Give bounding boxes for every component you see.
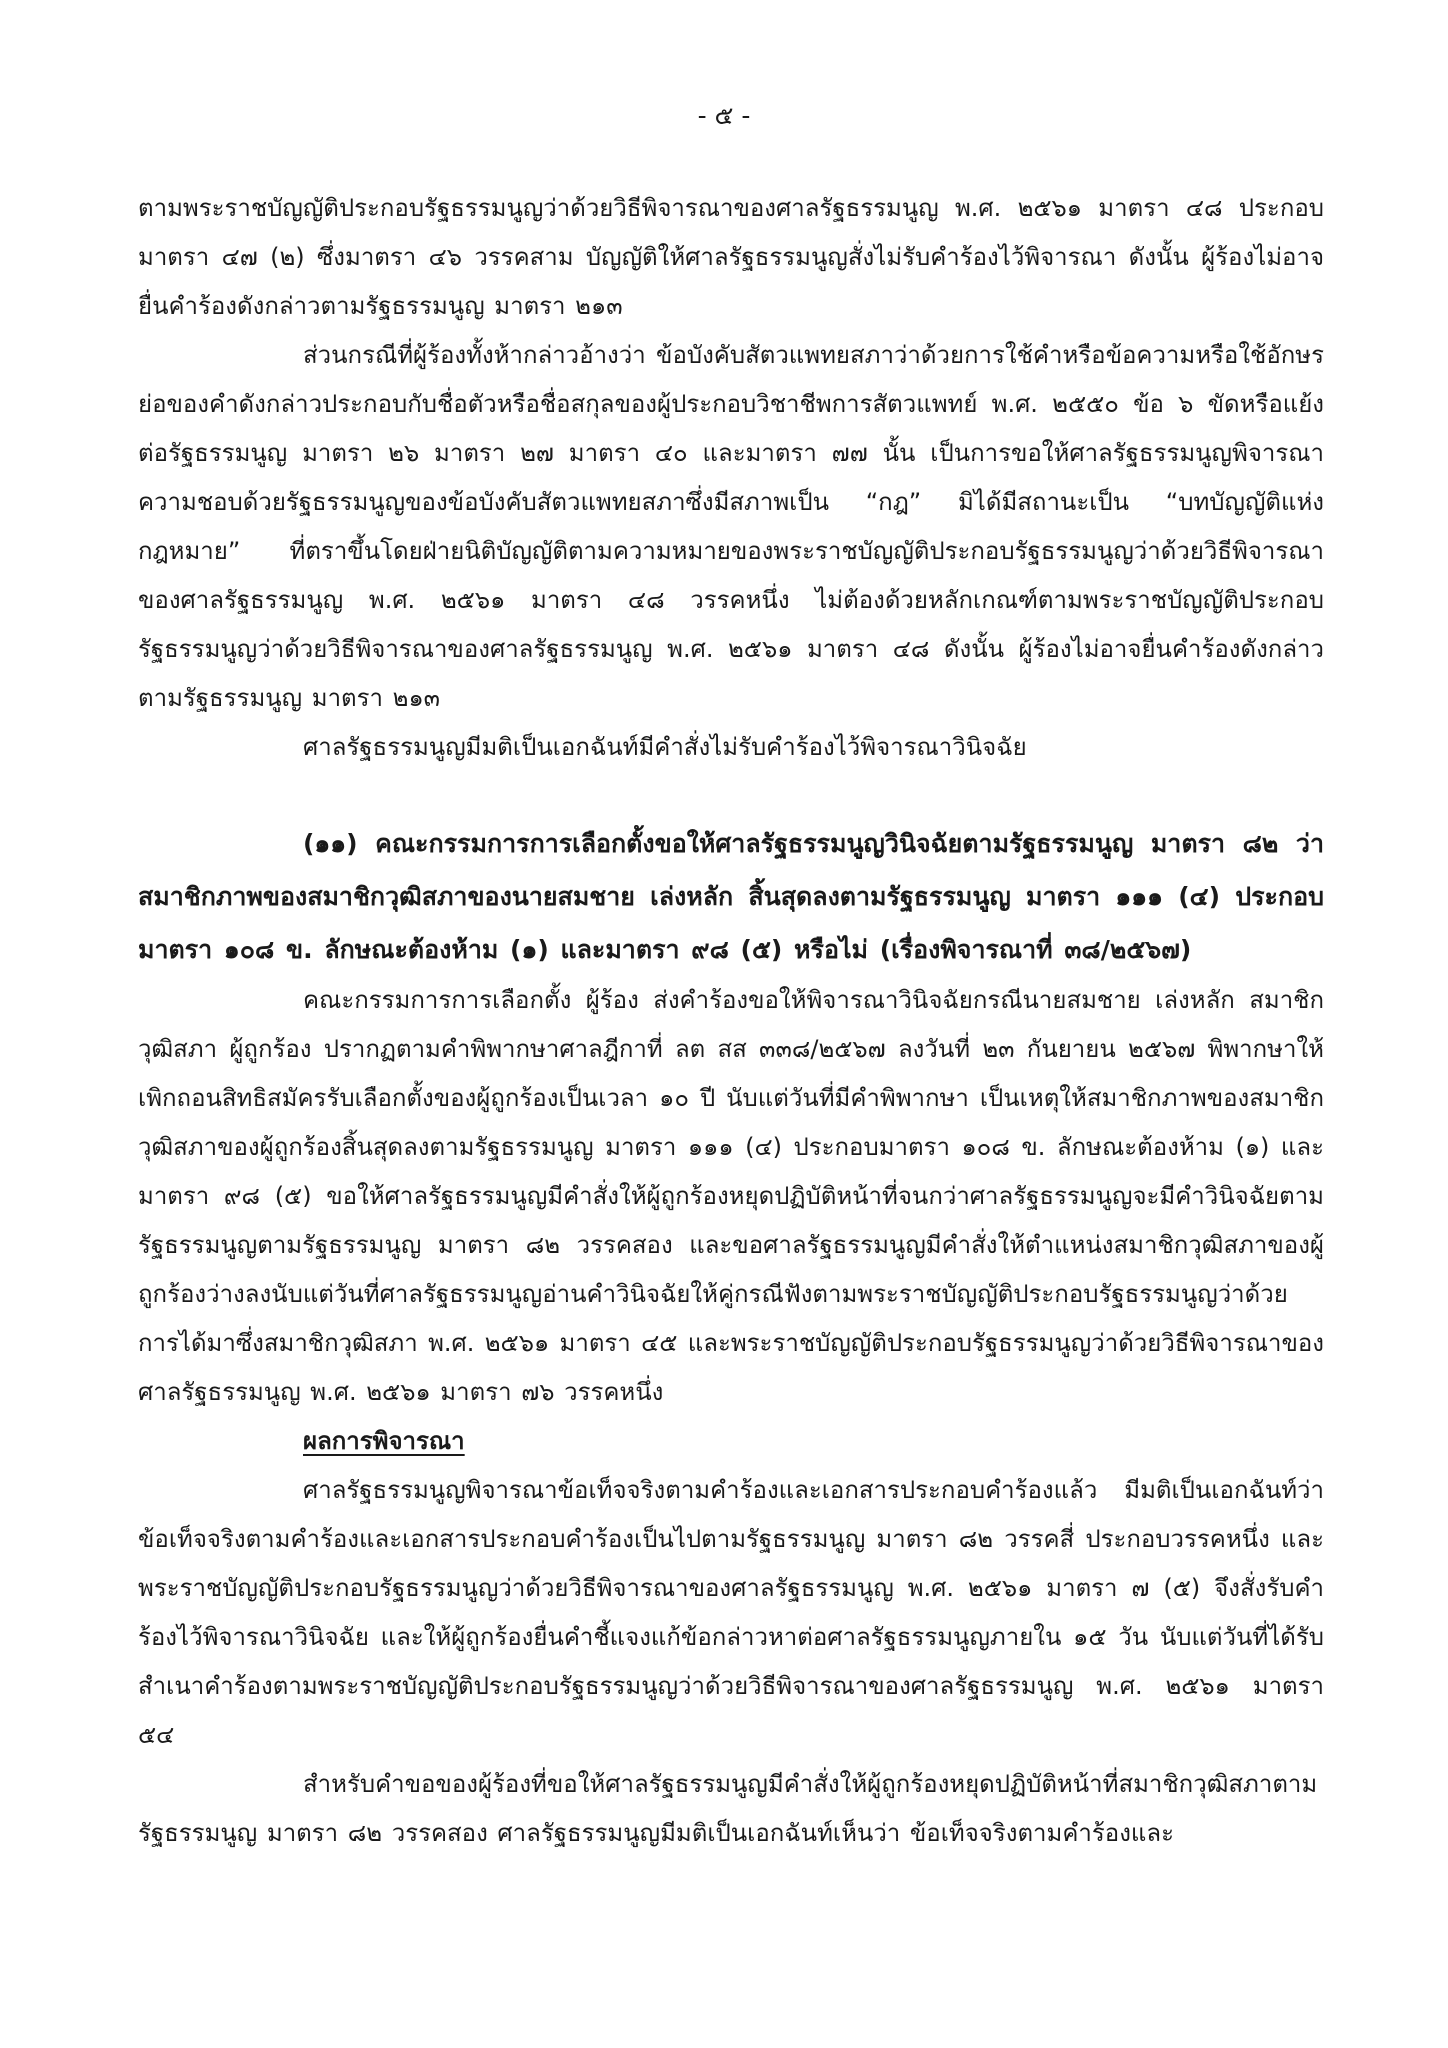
result-heading: ผลการพิจารณา xyxy=(303,1427,465,1455)
paragraph-suspension-request: สำหรับคำขอของผู้ร้องที่ขอให้ศาลรัฐธรรมนูญมีคำสั่งให้ผู้ถูกร้องหยุดปฏิบัติหน้าที่สมาชิกวุฒิสภาตามรัฐธรรมนูญ มาตรา ๘๒ วรรคสอง ศาลรัฐธรรมนูญมีมติเป็นเอกฉันท์เห็นว่า ข้อเท็จจริงตามคำร้องและ xyxy=(138,1770,1318,1847)
paragraph-continuation: ตามพระราชบัญญัติประกอบรัฐธรรมนูญว่าด้วยวิธีพิจารณาของศาลรัฐธรรมนูญ พ.ศ. ๒๕๖๑ มาตรา ๔๘ ประกอบมาตรา ๔๗ (๒) ซึ่งมาตรา ๔๖ วรรคสาม บัญญัติให้ศาลรัฐธรรมนูญสั่งไม่รับคำร้องไว้พิจารณา ดังนั้น ผู้ร้องไม่อาจยื่นคำร้องดังกล่าวตามรัฐธรรมนูญ มาตรา ๒๑๓ xyxy=(138,194,1324,320)
paragraph-result: ศาลรัฐธรรมนูญพิจารณาข้อเท็จจริงตามคำร้องและเอกสารประกอบคำร้องแล้ว มีมติเป็นเอกฉันท์ว่า ข้อเท็จจริงตามคำร้องและเอกสารประกอบคำร้องเป็นไปตามรัฐธรรมนูญ มาตรา ๘๒ วรรคสี่ ประกอบวรรคหนึ่ง และพระราชบัญญัติประกอบรัฐธรรมนูญว่าด้วยวิธีพิจารณาของศาลรัฐธรรมนูญ พ.ศ. ๒๕๖๑ มาตรา ๗ (๕) จึงสั่งรับคำร้องไว้พิจารณาวินิจฉัย และให้ผู้ถูกร้องยื่นคำชี้แจงแก้ข้อกล่าวหาต่อศาลรัฐธรรมนูญภายใน ๑๕ วัน นับแต่วันที่ได้รับสำเนาคำร้องตามพระราชบัญญัติประกอบรัฐธรรมนูญว่าด้วยวิธีพิจารณาของศาลรัฐธรรมนูญ พ.ศ. ๒๕๖๑ มาตรา ๕๔ xyxy=(138,1476,1324,1749)
page-number: - ๕ - xyxy=(697,101,751,130)
case-heading: (๑๑) คณะกรรมการการเลือกตั้งขอให้ศาลรัฐธรรมนูญวินิจฉัยตามรัฐธรรมนูญ มาตรา ๘๒ ว่าสมาชิกภาพของสมาชิกวุฒิสภาของนายสมชาย เล่งหลัก สิ้นสุดลงตามรัฐธรรมนูญ มาตรา ๑๑๑ (๔) ประกอบมาตรา ๑๐๘ ข. ลักษณะต้องห้าม (๑) และมาตรา ๙๘ (๕) หรือไม่ (เรื่องพิจารณาที่ ๓๘/๒๕๖๗) xyxy=(138,829,1324,964)
document-body xyxy=(138,184,1324,1858)
paragraph-regulation-claim: ส่วนกรณีที่ผู้ร้องทั้งห้ากล่าวอ้างว่า ข้อบังคับสัตวแพทยสภาว่าด้วยการใช้คำหรือข้อความหรือใช้อักษรย่อของคำดังกล่าวประกอบกับชื่อตัวหรือชื่อสกุลของผู้ประกอบวิชาชีพการสัตวแพทย์ พ.ศ. ๒๕๕๐ ข้อ ๖ ขัดหรือแย้งต่อรัฐธรรมนูญ มาตรา ๒๖ มาตรา ๒๗ มาตรา ๔๐ และมาตรา ๗๗ นั้น เป็นการขอให้ศาลรัฐธรรมนูญพิจารณาความชอบด้วยรัฐธรรมนูญของข้อบังคับสัตวแพทยสภาซึ่งมีสภาพเป็น “กฎ” มิได้มีสถานะเป็น “บทบัญญัติแห่งกฎหมาย” ที่ตราขึ้นโดยฝ่ายนิติบัญญัติตามความหมายของพระราชบัญญัติประกอบรัฐธรรมนูญว่าด้วยวิธีพิจารณาของศาลรัฐธรรมนูญ พ.ศ. ๒๕๖๑ มาตรา ๔๘ วรรคหนึ่ง ไม่ต้องด้วยหลักเกณฑ์ตามพระราชบัญญัติประกอบรัฐธรรมนูญว่าด้วยวิธีพิจารณาของศาลรัฐธรรมนูญ พ.ศ. ๒๕๖๑ มาตรา ๔๘ ดังนั้น ผู้ร้องไม่อาจยื่นคำร้องดังกล่าวตามรัฐธรรมนูญ มาตรา ๒๑๓ xyxy=(138,341,1324,712)
paragraph-petition: คณะกรรมการการเลือกตั้ง ผู้ร้อง ส่งคำร้องขอให้พิจารณาวินิจฉัยกรณีนายสมชาย เล่งหลัก สมาชิกวุฒิสภา ผู้ถูกร้อง ปรากฏตามคำพิพากษาศาลฎีกาที่ ลต สส ๓๓๘/๒๕๖๗ ลงวันที่ ๒๓ กันยายน ๒๕๖๗ พิพากษาให้เพิกถอนสิทธิสมัครรับเลือกตั้งของผู้ถูกร้องเป็นเวลา ๑๐ ปี นับแต่วันที่มีคำพิพากษา เป็นเหตุให้สมาชิกภาพของสมาชิกวุฒิสภาของผู้ถูกร้องสิ้นสุดลงตามรัฐธรรมนูญ มาตรา ๑๑๑ (๔) ประกอบมาตรา ๑๐๘ ข. ลักษณะต้องห้าม (๑) และมาตรา ๙๘ (๕) ขอให้ศาลรัฐธรรมนูญมีคำสั่งให้ผู้ถูกร้องหยุดปฏิบัติหน้าที่จนกว่าศาลรัฐธรรมนูญจะมีคำวินิจฉัยตามรัฐธรรมนูญตามรัฐธรรมนูญ มาตรา ๘๒ วรรคสอง และขอศาลรัฐธรรมนูญมีคำสั่งให้ตำแหน่งสมาชิกวุฒิสภาของผู้ถูกร้องว่างลงนับแต่วันที่ศาลรัฐธรรมนูญอ่านคำวินิจฉัยให้คู่กรณีฟังตามพระราชบัญญัติประกอบรัฐธรรมนูญว่าด้วยการได้มาซึ่งสมาชิกวุฒิสภา พ.ศ. ๒๕๖๑ มาตรา ๔๕ และพระราชบัญญัติประกอบรัฐธรรมนูญว่าด้วยวิธีพิจารณาของศาลรัฐธรรมนูญ พ.ศ. ๒๕๖๑ มาตรา ๗๖ วรรคหนึ่ง xyxy=(138,986,1324,1406)
paragraph-ruling: ศาลรัฐธรรมนูญมีมติเป็นเอกฉันท์มีคำสั่งไม่รับคำร้องไว้พิจารณาวินิจฉัย xyxy=(303,733,1027,761)
